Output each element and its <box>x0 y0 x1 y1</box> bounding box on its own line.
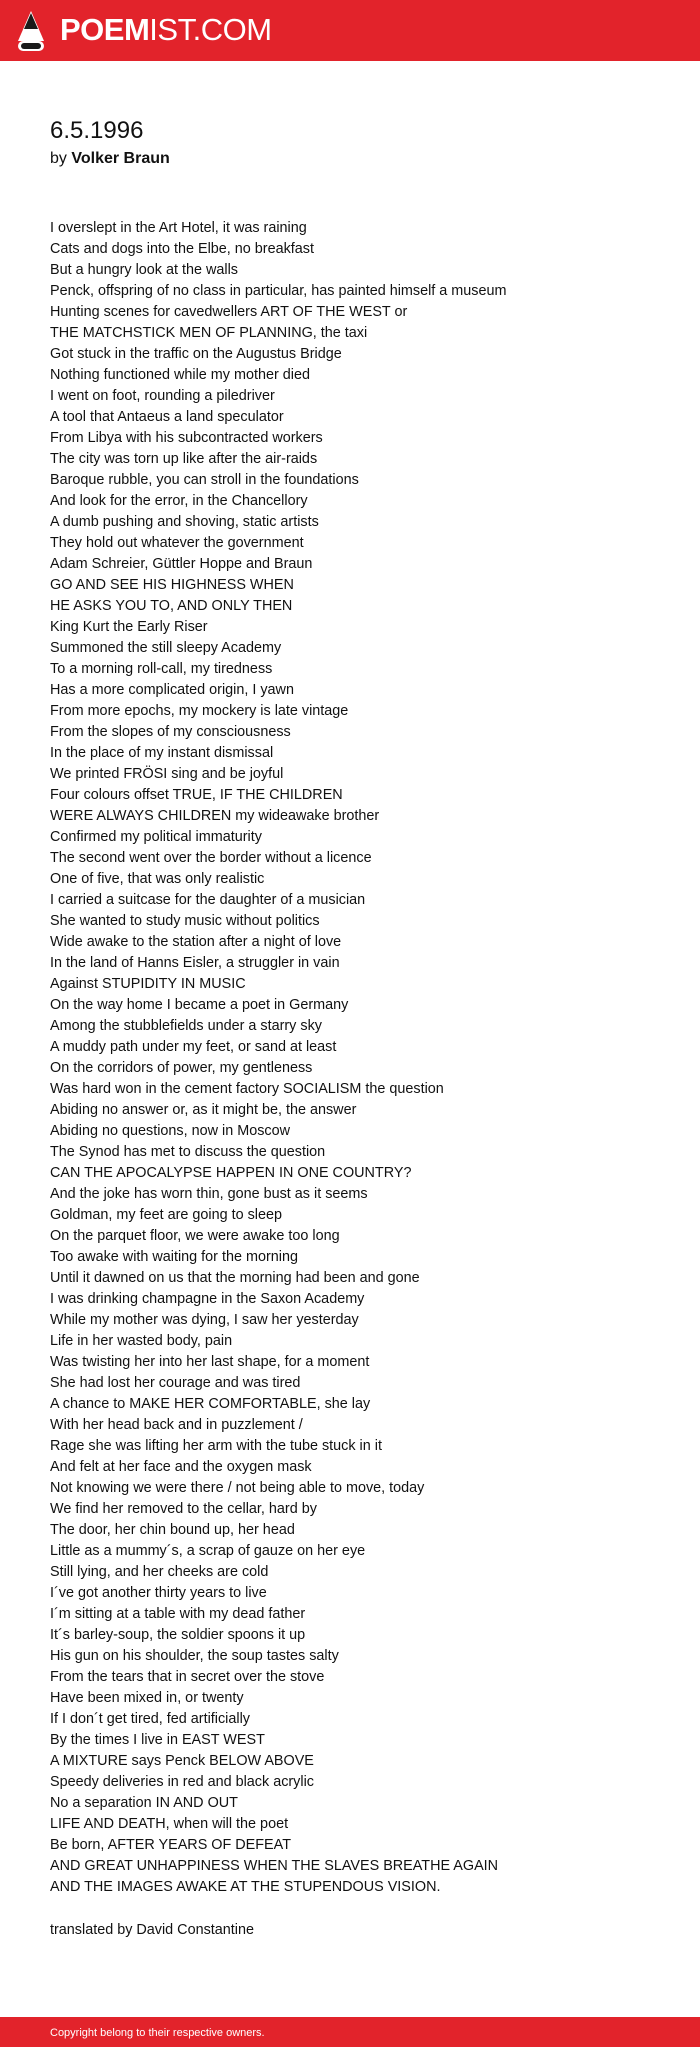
poem-line: And the joke has worn thin, gone bust as it seems <box>50 1186 368 1202</box>
poem-line: From the slopes of my consciousness <box>50 724 291 740</box>
poem-line: AND THE IMAGES AWAKE AT THE STUPENDOUS VISION. <box>50 1879 441 1895</box>
poem-line: While my mother was dying, I saw her yesterday <box>50 1312 359 1328</box>
poem-line: By the times I live in EAST WEST <box>50 1732 265 1748</box>
poem-line: I was drinking champagne in the Saxon Academy <box>50 1291 365 1307</box>
poem-line: She wanted to study music without politics <box>50 913 320 929</box>
poem-line: A MIXTURE says Penck BELOW ABOVE <box>50 1753 314 1769</box>
poem-line: And look for the error, in the Chancellory <box>50 493 308 509</box>
poem-line: Was hard won in the cement factory SOCIALISM the question <box>50 1081 444 1097</box>
poem-line: From more epochs, my mockery is late vintage <box>50 703 349 719</box>
poem-line: The door, her chin bound up, her head <box>50 1522 295 1538</box>
poem-line: A chance to MAKE HER COMFORTABLE, she lay <box>50 1396 371 1412</box>
poem-line: WERE ALWAYS CHILDREN my wideawake brother <box>50 808 380 824</box>
poem-line: Adam Schreier, Güttler Hoppe and Braun <box>50 556 313 572</box>
poem-line: A tool that Antaeus a land speculator <box>50 409 284 425</box>
poem-line: They hold out whatever the government <box>50 535 304 551</box>
poem-line: Baroque rubble, you can stroll in the foundations <box>50 472 359 488</box>
poem-line: On the parquet floor, we were awake too long <box>50 1228 340 1244</box>
poem-line: THE MATCHSTICK MEN OF PLANNING, the taxi <box>50 325 368 341</box>
poem-line: Has a more complicated origin, I yawn <box>50 682 294 698</box>
poem-line: I went on foot, rounding a piledriver <box>50 388 275 404</box>
poem-line: Still lying, and her cheeks are cold <box>50 1564 269 1580</box>
poem-line: Wide awake to the station after a night of love <box>50 934 342 950</box>
poem-line: Little as a mummy´s, a scrap of gauze on her eye <box>50 1543 366 1559</box>
poem-line: Summoned the still sleepy Academy <box>50 640 282 656</box>
poem-line: LIFE AND DEATH, when will the poet <box>50 1816 289 1832</box>
poem-line: His gun on his shoulder, the soup tastes salty <box>50 1648 339 1664</box>
poem-line: To a morning roll-call, my tiredness <box>50 661 273 677</box>
poem-line: Abiding no questions, now in Moscow <box>50 1123 290 1139</box>
poem-line: In the place of my instant dismissal <box>50 745 274 761</box>
translator-credit: translated by David Constantine <box>50 1922 254 1938</box>
poem-line: From the tears that in secret over the stove <box>50 1669 325 1685</box>
poem-line: Life in her wasted body, pain <box>50 1333 233 1349</box>
author-name[interactable]: Volker Braun <box>71 150 170 167</box>
copyright-text: Copyright belong to their respective owners. <box>50 2027 265 2039</box>
brand-bold: POEM <box>60 12 150 47</box>
poem-line: Abiding no answer or, as it might be, the answer <box>50 1102 357 1118</box>
brand-light: IST.COM <box>149 12 272 47</box>
poem-line: A muddy path under my feet, or sand at least <box>50 1039 337 1055</box>
poem-line: Against STUPIDITY IN MUSIC <box>50 976 246 992</box>
poem-body <box>50 218 670 1898</box>
poem-line: GO AND SEE HIS HIGHNESS WHEN <box>50 577 294 593</box>
poem-line: I overslept in the Art Hotel, it was raining <box>50 220 307 236</box>
poem-line: CAN THE APOCALYPSE HAPPEN IN ONE COUNTRY? <box>50 1165 412 1181</box>
pencil-icon[interactable] <box>18 11 44 51</box>
poem-line: One of five, that was only realistic <box>50 871 265 887</box>
poem-line: If I don´t get tired, fed artificially <box>50 1711 250 1727</box>
poem-line: AND GREAT UNHAPPINESS WHEN THE SLAVES BREATHE AGAIN <box>50 1858 499 1874</box>
poem-line: Cats and dogs into the Elbe, no breakfast <box>50 241 314 257</box>
poem-line: We find her removed to the cellar, hard by <box>50 1501 317 1517</box>
poem-line: She had lost her courage and was tired <box>50 1375 301 1391</box>
poem-line: We printed FRÖSI sing and be joyful <box>50 766 284 782</box>
poem-line: Got stuck in the traffic on the Augustus Bridge <box>50 346 342 362</box>
poem-line: Have been mixed in, or twenty <box>50 1690 244 1706</box>
poem-line: Rage she was lifting her arm with the tube stuck in it <box>50 1438 382 1454</box>
poem-line: It´s barley-soup, the soldier spoons it up <box>50 1627 306 1643</box>
poem-line: Four colours offset TRUE, IF THE CHILDREN <box>50 787 343 803</box>
poem-line: The Synod has met to discuss the question <box>50 1144 326 1160</box>
poem-byline <box>50 148 170 170</box>
poem-line: No a separation IN AND OUT <box>50 1795 238 1811</box>
poem-line: The city was torn up like after the air-raids <box>50 451 318 467</box>
poem-line: With her head back and in puzzlement / <box>50 1417 303 1433</box>
by-label: by <box>50 150 67 167</box>
poem-line: Was twisting her into her last shape, for a moment <box>50 1354 370 1370</box>
site-logo-text[interactable] <box>60 12 272 48</box>
poem-line: Among the stubblefields under a starry sky <box>50 1018 322 1034</box>
poem-line: But a hungry look at the walls <box>50 262 238 278</box>
poem-line: Confirmed my political immaturity <box>50 829 262 845</box>
poem-line: Not knowing we were there / not being able to move, today <box>50 1480 425 1496</box>
poem-line: Hunting scenes for cavedwellers ART OF THE WEST or <box>50 304 408 320</box>
poem-line: Be born, AFTER YEARS OF DEFEAT <box>50 1837 291 1853</box>
poem-line: Penck, offspring of no class in particular, has painted himself a museum <box>50 283 507 299</box>
poem-line: HE ASKS YOU TO, AND ONLY THEN <box>50 598 293 614</box>
poem-title: 6.5.1996 <box>50 117 144 144</box>
poem-line: The second went over the border without a licence <box>50 850 372 866</box>
poem-line: Too awake with waiting for the morning <box>50 1249 298 1265</box>
site-header <box>0 0 700 61</box>
poem-line: On the way home I became a poet in Germany <box>50 997 349 1013</box>
poem-line: On the corridors of power, my gentleness <box>50 1060 313 1076</box>
poem-line: King Kurt the Early Riser <box>50 619 208 635</box>
poem-line: I carried a suitcase for the daughter of a musician <box>50 892 366 908</box>
site-footer <box>0 2017 700 2047</box>
poem-line: A dumb pushing and shoving, static artists <box>50 514 319 530</box>
poem-line: And felt at her face and the oxygen mask <box>50 1459 312 1475</box>
poem-line: Speedy deliveries in red and black acrylic <box>50 1774 314 1790</box>
poem-line: From Libya with his subcontracted workers <box>50 430 323 446</box>
poem-line: I´ve got another thirty years to live <box>50 1585 267 1601</box>
poem-line: Nothing functioned while my mother died <box>50 367 310 383</box>
poem-line: Until it dawned on us that the morning had been and gone <box>50 1270 420 1286</box>
poem-line: Goldman, my feet are going to sleep <box>50 1207 282 1223</box>
poem-line: I´m sitting at a table with my dead father <box>50 1606 306 1622</box>
poem-line: In the land of Hanns Eisler, a struggler in vain <box>50 955 340 971</box>
